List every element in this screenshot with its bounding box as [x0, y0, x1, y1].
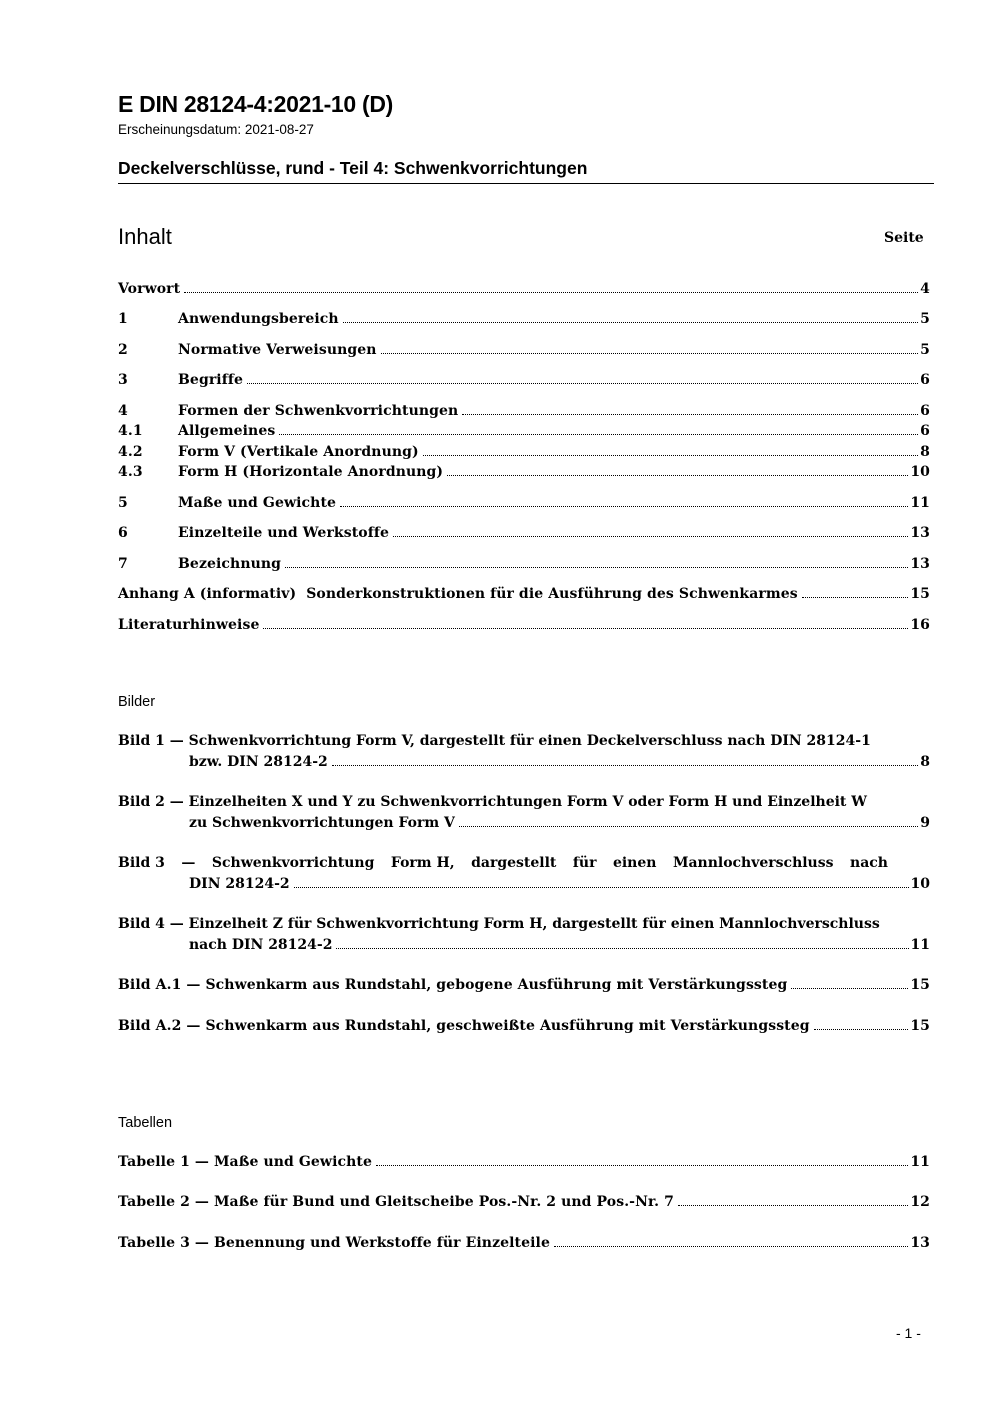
table-entry-1[interactable] — [118, 1154, 930, 1174]
figure-entry-word: Mannlochverschluss — [672, 855, 834, 871]
toc-entry-number: 2 — [118, 342, 128, 358]
toc-entry-4-1[interactable] — [118, 423, 930, 443]
page-column-label: Seite — [884, 230, 924, 246]
leader-dots — [184, 292, 918, 293]
toc-entry-number: 7 — [118, 556, 128, 572]
figure-entry-page: 10 — [910, 876, 930, 892]
toc-entry-page: 6 — [920, 403, 930, 419]
toc-entry-literaturhinweise[interactable] — [118, 617, 930, 637]
header-rule — [118, 183, 934, 184]
toc-entry-6[interactable] — [118, 525, 930, 545]
toc-entry-7[interactable] — [118, 556, 930, 576]
toc-entry-text: Anwendungsbereich — [178, 311, 339, 327]
toc-heading: Inhalt — [118, 224, 172, 249]
leader-dots — [393, 536, 908, 537]
toc-entry-vorwort[interactable] — [118, 281, 930, 301]
toc-entry-text: Normative Verweisungen — [178, 342, 377, 358]
figure-entry-3-line1[interactable] — [118, 855, 888, 875]
figure-entry-word: — — [181, 855, 196, 871]
document-subject: Deckelverschlüsse, rund - Teil 4: Schwenkvorrichtungen — [118, 158, 588, 178]
figure-entry-a1[interactable] — [118, 977, 930, 997]
figure-entry-text: nach DIN 28124-2 — [189, 937, 333, 953]
figure-entry-word: für — [572, 855, 597, 871]
toc-entry-page: 6 — [920, 372, 930, 388]
toc-entry-number: 1 — [118, 311, 128, 327]
leader-dots — [814, 1029, 909, 1030]
toc-entry-page: 5 — [920, 342, 930, 358]
figure-entry-page: 11 — [910, 937, 930, 953]
figure-entry-word: Bild 3 — [118, 855, 165, 871]
toc-entry-text: Form H (Horizontale Anordnung) — [178, 464, 444, 480]
table-entry-page: 12 — [910, 1194, 930, 1210]
figure-entry-word: einen — [612, 855, 657, 871]
toc-entry-page: 4 — [920, 281, 930, 297]
figure-entry-1-line1[interactable]: Bild 1 — Schwenkvorrichtung Form V, dargestellt für einen Deckelverschluss nach DIN 28124-1 — [118, 733, 871, 749]
toc-entry-number: 6 — [118, 525, 128, 541]
leader-dots — [459, 826, 918, 827]
toc-entry-page: 15 — [910, 586, 930, 602]
toc-entry-page: 13 — [910, 525, 930, 541]
figure-entry-page: 9 — [920, 815, 930, 831]
toc-entry-number: 4.2 — [118, 444, 143, 460]
figure-entry-word: Form H, — [390, 855, 455, 871]
publication-date: Erscheinungsdatum: 2021-08-27 — [118, 122, 314, 137]
figure-entry-a2[interactable] — [118, 1018, 930, 1038]
toc-entry-number: 5 — [118, 495, 128, 511]
leader-dots — [376, 1165, 908, 1166]
table-entry-text: Tabelle 2 — Maße für Bund und Gleitscheibe Pos.-Nr. 2 und Pos.-Nr. 7 — [118, 1194, 674, 1210]
figure-entry-2-line2[interactable] — [189, 815, 930, 835]
figure-entry-text: bzw. DIN 28124-2 — [189, 754, 328, 770]
toc-entry-page: 10 — [910, 464, 930, 480]
page-number: - 1 - — [896, 1325, 921, 1341]
leader-dots — [802, 597, 909, 598]
document-title: E DIN 28124-4:2021-10 (D) — [118, 91, 394, 117]
leader-dots — [279, 434, 918, 435]
toc-entry-text: Form V (Vertikale Anordnung) — [178, 444, 419, 460]
toc-entry-5[interactable] — [118, 495, 930, 515]
figure-entry-1-line2[interactable] — [189, 754, 930, 774]
toc-entry-2[interactable] — [118, 342, 930, 362]
toc-entry-text: Einzelteile und Werkstoffe — [178, 525, 389, 541]
toc-entry-text: Begriffe — [178, 372, 243, 388]
figure-entry-text: DIN 28124-2 — [189, 876, 290, 892]
leader-dots — [285, 567, 908, 568]
toc-entry-anhang-a[interactable] — [118, 586, 930, 606]
figure-entry-word: Schwenkvorrichtung — [211, 855, 375, 871]
leader-dots — [263, 628, 908, 629]
leader-dots — [336, 948, 908, 949]
figure-entry-4-line1[interactable]: Bild 4 — Einzelheit Z für Schwenkvorrichtung Form H, dargestellt für einen Mannlochverschluss — [118, 916, 880, 932]
toc-entry-text: Bezeichnung — [178, 556, 282, 572]
toc-entry-page: 8 — [920, 444, 930, 460]
leader-dots — [462, 414, 918, 415]
leader-dots — [332, 765, 919, 766]
figure-entry-page: 15 — [910, 1018, 930, 1034]
toc-entry-text: Allgemeines — [178, 423, 276, 439]
toc-entry-page: 6 — [920, 423, 930, 439]
figure-entry-4-line2[interactable] — [189, 937, 930, 957]
toc-entry-number: 3 — [118, 372, 128, 388]
toc-entry-text: Formen der Schwenkvorrichtungen — [178, 403, 459, 419]
toc-entry-page: 16 — [910, 617, 930, 633]
table-entry-page: 11 — [910, 1154, 930, 1170]
toc-entry-page: 5 — [920, 311, 930, 327]
toc-entry-number: 4 — [118, 403, 128, 419]
table-entry-3[interactable] — [118, 1235, 930, 1255]
toc-entry-number: 4.3 — [118, 464, 143, 480]
leader-dots — [791, 988, 908, 989]
toc-entry-text: Maße und Gewichte — [178, 495, 337, 511]
toc-entry-1[interactable] — [118, 311, 930, 331]
toc-entry-text: Vorwort — [118, 281, 181, 297]
figure-entry-word: nach — [850, 855, 888, 871]
leader-dots — [340, 506, 908, 507]
leader-dots — [247, 383, 918, 384]
figure-entry-page: 15 — [910, 977, 930, 993]
figures-heading: Bilder — [118, 694, 156, 710]
toc-entry-3[interactable] — [118, 372, 930, 392]
toc-entry-4-3[interactable] — [118, 464, 930, 484]
tables-heading: Tabellen — [118, 1115, 173, 1131]
toc-entry-text: Anhang A (informativ) Sonderkonstruktionen für die Ausführung des Schwenkarmes — [118, 586, 798, 602]
toc-entry-4[interactable] — [118, 403, 930, 423]
table-entry-page: 13 — [910, 1235, 930, 1251]
toc-entry-4-2[interactable] — [118, 444, 930, 464]
toc-entry-page: 11 — [910, 495, 930, 511]
leader-dots — [294, 887, 909, 888]
leader-dots — [423, 455, 918, 456]
toc-entry-number: 4.1 — [118, 423, 143, 439]
toc-entry-text: Literaturhinweise — [118, 617, 260, 633]
figure-entry-text: zu Schwenkvorrichtungen Form V — [189, 815, 455, 831]
figure-entry-2-line1[interactable]: Bild 2 — Einzelheiten X und Y zu Schwenkvorrichtungen Form V oder Form H und Einzelheit W — [118, 794, 867, 810]
figure-entry-page: 8 — [920, 754, 930, 770]
figure-entry-text: Bild A.2 — Schwenkarm aus Rundstahl, geschweißte Ausführung mit Verstärkungssteg — [118, 1018, 810, 1034]
leader-dots — [554, 1246, 908, 1247]
table-entry-2[interactable] — [118, 1194, 930, 1214]
figure-entry-3-line2[interactable] — [189, 876, 930, 896]
leader-dots — [447, 475, 908, 476]
toc-entry-page: 13 — [910, 556, 930, 572]
leader-dots — [343, 322, 918, 323]
leader-dots — [381, 353, 919, 354]
table-entry-text: Tabelle 3 — Benennung und Werkstoffe für Einzelteile — [118, 1235, 550, 1251]
table-entry-text: Tabelle 1 — Maße und Gewichte — [118, 1154, 372, 1170]
figure-entry-word: dargestellt — [471, 855, 557, 871]
leader-dots — [678, 1205, 908, 1206]
figure-entry-text: Bild A.1 — Schwenkarm aus Rundstahl, gebogene Ausführung mit Verstärkungssteg — [118, 977, 788, 993]
